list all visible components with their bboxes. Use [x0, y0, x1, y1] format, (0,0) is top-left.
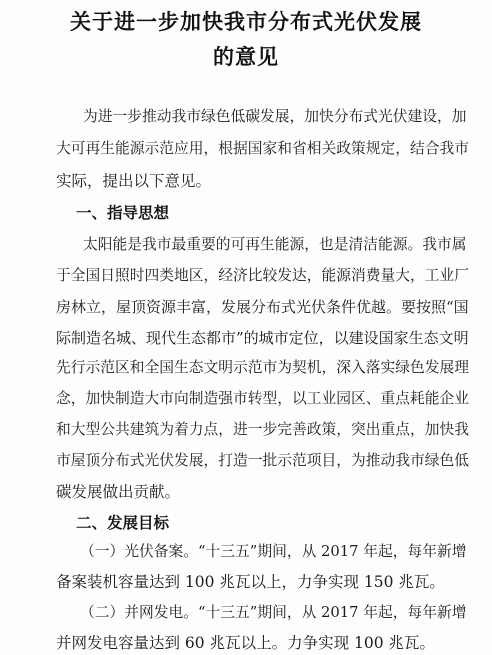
section2-line-2: 备案装机容量达到 100 兆瓦以上，力争实现 150 兆瓦。 — [56, 573, 445, 591]
section2-line-3: （二）并网发电。“十三五”期间，从 2017 年起，每年新增 — [80, 604, 467, 621]
document-title-line-2: 的意见 — [213, 45, 279, 69]
section1-line-9: 碳发展做出贡献。 — [56, 483, 181, 501]
intro-line-3: 实际，提出以下意见。 — [56, 172, 212, 190]
section1-line-3: 房林立，屋顶资源丰富，发展分布式光伏条件优越。要按照“国 — [56, 298, 469, 316]
section1-line-6: 念，加快制造大市向制造强市转型，以工业园区、重点耗能企业 — [56, 390, 469, 407]
intro-line-1: 为进一步推动我市绿色低碳发展，加快分布式光伏建设，加 — [83, 108, 467, 125]
section1-line-4: 际制造名城、现代生态都市”的城市定位，以建设国家生态文明 — [56, 329, 469, 347]
section-heading-guiding-ideology: 一、指导思想 — [76, 204, 170, 222]
section2-line-4: 并网发电容量达到 60 兆瓦以上。力争实现 100 兆瓦。 — [56, 634, 436, 652]
section2-line-1: （一）光伏备案。“十三五”期间，从 2017 年起，每年新增 — [80, 543, 467, 560]
section1-line-5: 先行示范区和全国生态文明示范市为契机，深入落实绿色发展理 — [56, 359, 469, 376]
section1-line-8: 市屋顶分布式光伏发展，打造一批示范项目，为推动我市绿色低 — [56, 452, 469, 469]
intro-line-2: 大可再生能源示范应用，根据国家和省相关政策规定，结合我市 — [56, 140, 469, 157]
section1-line-1: 太阳能是我市最重要的可再生能源，也是清洁能源。我市属 — [83, 236, 467, 253]
section1-line-2: 于全国日照时四类地区，经济比较发达，能源消费量大，工业厂 — [56, 267, 469, 284]
section1-line-7: 和大型公共建筑为着力点，进一步完善政策，突出重点，加快我 — [56, 421, 469, 438]
document-title-line-1: 关于进一步加快我市分布式光伏发展 — [70, 10, 422, 34]
section-heading-development-goals: 二、发展目标 — [76, 514, 170, 532]
